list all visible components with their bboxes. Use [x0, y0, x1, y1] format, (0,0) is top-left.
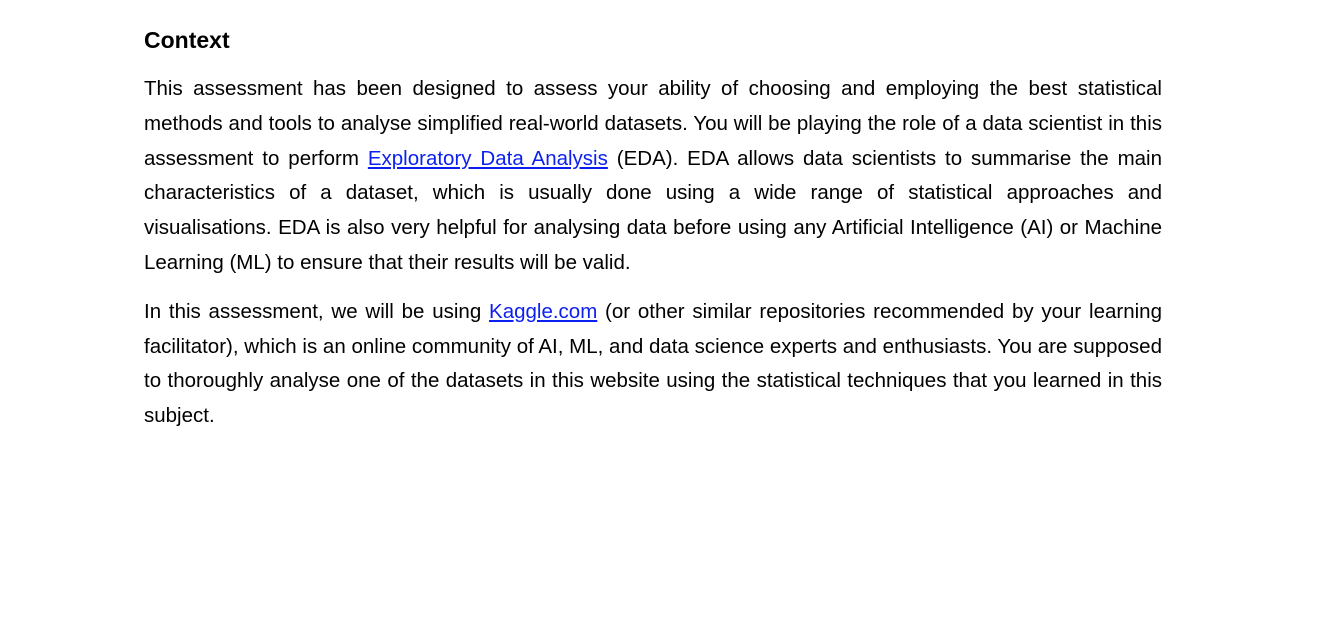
paragraph-2-text-before-link: In this assessment, we will be using: [144, 299, 490, 323]
section-heading: Context: [144, 27, 230, 53]
kaggle-link[interactable]: Kaggle.com: [489, 299, 598, 323]
eda-link[interactable]: Exploratory Data Analysis: [367, 146, 608, 170]
context-paragraph-1: [144, 72, 1162, 281]
paragraph-2-text-after-link: (or other similar repositories recommended by your learning facilitator), which is an online community of AI, ML, and data science experts and enthusiasts. You are supposed to thoroughly analyse one of the datasets in this website using the statistical techniques that you learned in this subject.: [144, 299, 1162, 428]
context-paragraph-2: [144, 295, 1162, 434]
paragraph-1-text-after-link: (EDA). EDA allows data scientists to summarise the main characteristics of a dataset, which is usually done using a wide range of statistical approaches and visualisations. EDA is also very helpful for analysing data before using any Artificial Intelligence (AI) or Machine Learning (ML) to ensure that their results will be valid.: [144, 146, 1163, 274]
paragraph-1-text-before-link: This assessment has been designed to assess your ability of choosing and employing the best statistical methods and tools to analyse simplified real-world datasets. You will be playing the role of a data scientist in this assessment to perform: [144, 77, 1162, 170]
document-page: [144, 24, 1162, 448]
